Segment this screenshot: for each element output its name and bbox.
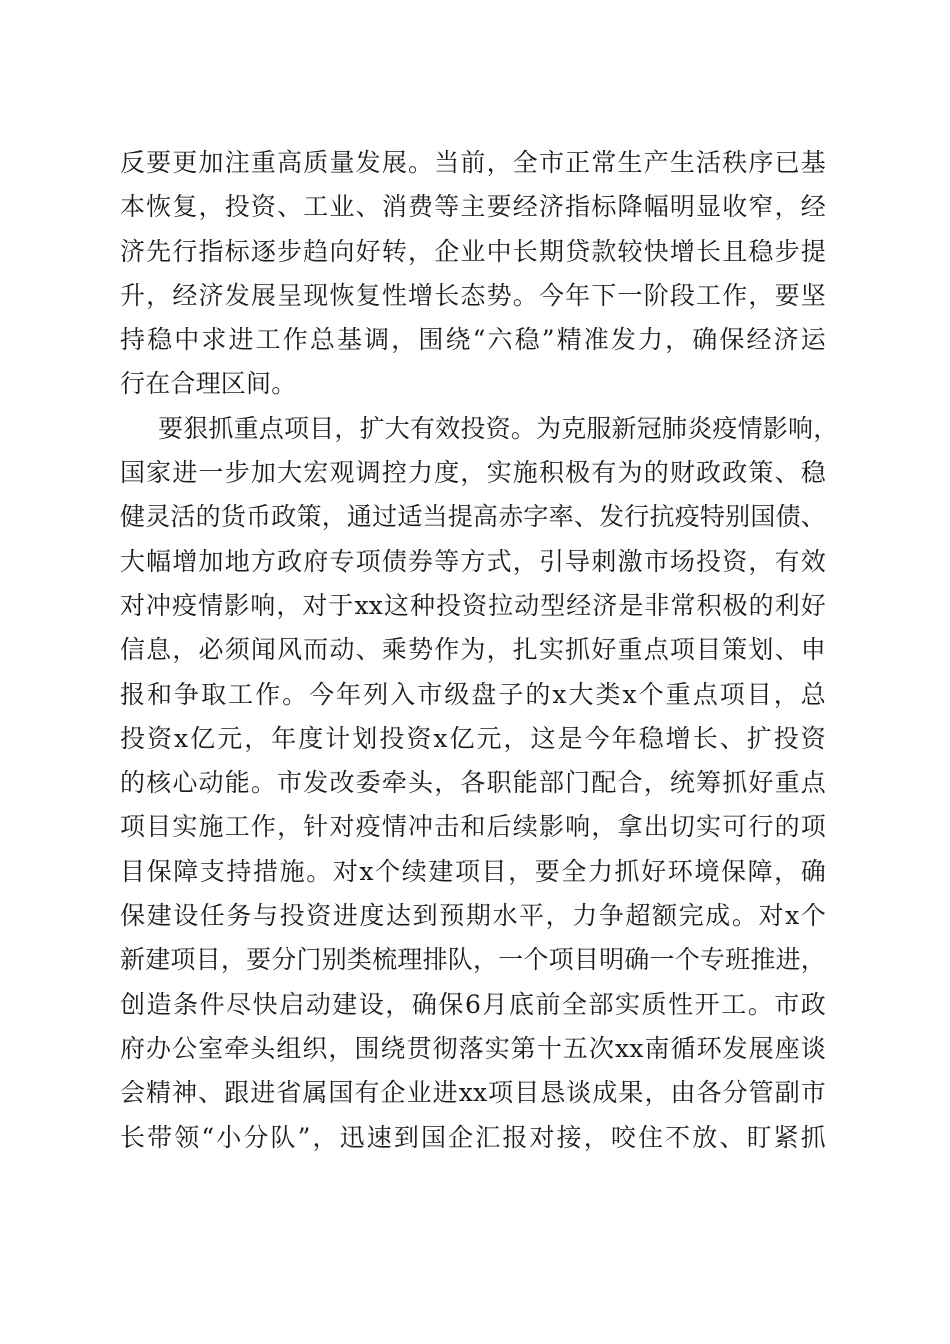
text-line-7: 要狠抓重点项目，扩大有效投资。为克服新冠肺炎疫情影响， <box>158 413 839 443</box>
text-line-18: 保建设任务与投资进度达到预期水平，力争超额完成。对x个 <box>120 901 826 931</box>
text-line-16: 项目实施工作，针对疫情冲击和后续影响，拿出切实可行的项 <box>120 812 826 842</box>
text-line-12: 信息，必须闻风而动、乘势作为，扎实抓好重点项目策划、申 <box>120 635 826 665</box>
text-line-21: 府办公室牵头组织，围绕贯彻落实第十五次xx南循环发展座谈 <box>120 1033 826 1063</box>
text-line-11: 对冲疫情影响，对于xx这种投资拉动型经济是非常积极的利好 <box>120 590 826 620</box>
text-line-10: 大幅增加地方政府专项债券等方式，引导刺激市场投资，有效 <box>120 546 826 576</box>
text-line-4: 升，经济发展呈现恢复性增长态势。今年下一阶段工作，要坚 <box>120 280 826 310</box>
text-line-23: 长带领“小分队”，迅速到国企汇报对接，咬住不放、盯紧抓 <box>120 1122 826 1152</box>
text-line-20: 创造条件尽快启动建设，确保6月底前全部实质性开工。市政 <box>120 989 826 1019</box>
text-line-5: 持稳中求进工作总基调，围绕“六稳”精准发力，确保经济运 <box>120 325 826 355</box>
text-line-6: 行在合理区间。 <box>120 369 297 399</box>
text-line-19: 新建项目，要分门别类梳理排队，一个项目明确一个专班推进， <box>120 945 826 975</box>
text-line-15: 的核心动能。市发改委牵头，各职能部门配合，统筹抓好重点 <box>120 768 826 798</box>
text-line-8: 国家进一步加大宏观调控力度，实施积极有为的财政政策、稳 <box>120 458 826 488</box>
text-line-3: 济先行指标逐步趋向好转，企业中长期贷款较快增长且稳步提 <box>120 236 826 266</box>
text-line-2: 本恢复，投资、工业、消费等主要经济指标降幅明显收窄，经 <box>120 192 826 222</box>
body-text <box>120 141 839 1160</box>
text-line-13: 报和争取工作。今年列入市级盘子的x大类x个重点项目，总 <box>120 679 826 709</box>
text-line-1: 反要更加注重高质量发展。当前，全市正常生产生活秩序已基 <box>120 148 826 177</box>
text-line-22: 会精神、跟进省属国有企业进xx项目恳谈成果，由各分管副市 <box>120 1078 826 1108</box>
text-line-14: 投资x亿元，年度计划投资x亿元，这是今年稳增长、扩投资 <box>120 723 826 753</box>
text-line-9: 健灵活的货币政策，通过适当提高赤字率、发行抗疫特别国债、 <box>120 502 826 532</box>
text-line-17: 目保障支持措施。对x个续建项目，要全力抓好环境保障，确 <box>120 856 826 886</box>
